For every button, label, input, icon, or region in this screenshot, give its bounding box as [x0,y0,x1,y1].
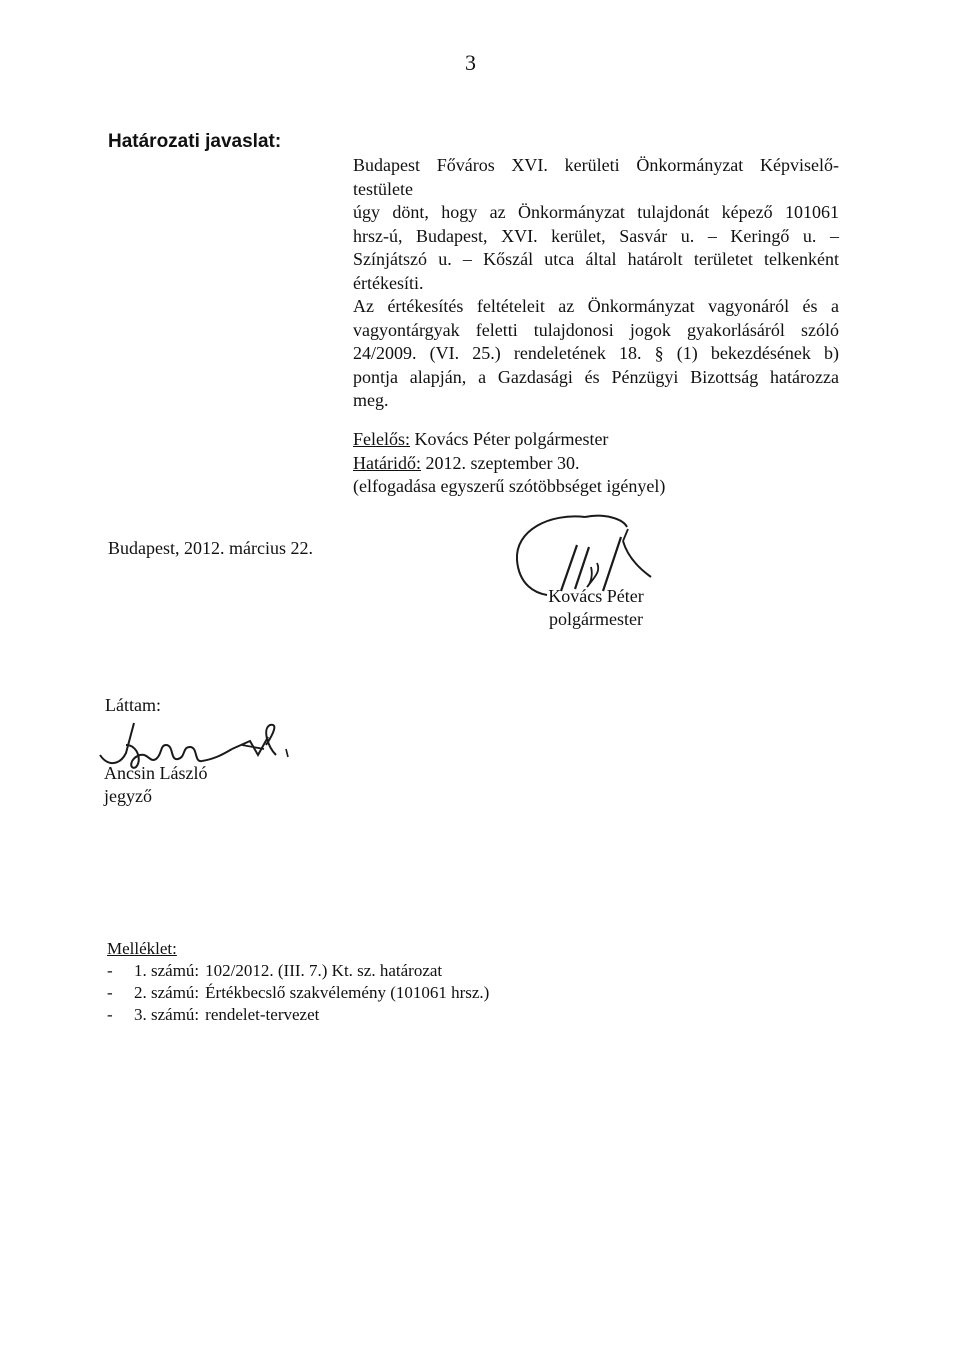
mayor-title: polgármester [549,609,643,629]
mayor-signature-block [543,585,649,631]
deadline-line [353,452,665,476]
annex-item [107,960,489,982]
place-and-date: Budapest, 2012. március 22. [108,538,313,558]
resolution-line: Színjátszó u. – Kőszál utca által határolt területet telkenként [353,249,839,269]
annex-label: Melléklet: [107,939,177,958]
responsible-line [353,428,665,452]
resolution-line: Budapest Főváros XVI. kerületi Önkormányzat Képviselő- [353,155,839,175]
notary-signature-block [104,762,207,808]
deadline-value: 2012. szeptember 30. [425,452,580,473]
resolution-line: Az értékesítés feltételeit az Önkormányzat vagyonáról és a [353,296,839,316]
resolution-line: 24/2009. (VI. 25.) rendeletének 18. § (1) bekezdésének b) [353,343,839,363]
annex-list [107,938,489,1026]
page-number: 3 [465,50,476,75]
resolution-line: testülete [353,178,413,199]
annex-number: 3. számú: [134,1005,200,1024]
annex-text: Értékbecslő szakvélemény (101061 hrsz.) [205,983,490,1002]
annex-text: rendelet-tervezet [205,1005,320,1024]
responsibility-block [353,428,665,499]
proposal-heading: Határozati javaslat: [108,131,282,152]
responsible-value: Kovács Péter polgármester [414,429,609,449]
adoption-note: (elfogadása egyszerű szótöbbséget igényel) [353,476,666,496]
list-dash: - [107,1005,113,1024]
resolution-line: értékesíti. [353,272,424,293]
resolution-line: úgy dönt, hogy az Önkormányzat tulajdonát képező 101061 [353,202,839,222]
annex-number: 1. számú: [134,961,200,980]
annex-item [107,1004,489,1026]
deadline-label: Határidő: [353,452,421,473]
resolution-line: pontja alapján, a Gazdasági és Pénzügyi Bizottság határozza [353,366,839,387]
annex-number: 2. számú: [134,983,200,1002]
resolution-text [353,154,839,413]
resolution-line: vagyontárgyak feletti tulajdonosi jogok gyakorlásáról szóló [353,319,839,340]
list-dash: - [107,961,113,980]
notary-name: Ancsin László [104,763,208,783]
list-dash: - [107,983,113,1002]
responsible-label: Felelős: [353,429,410,449]
resolution-line: hrsz-ú, Budapest, XVI. kerület, Sasvár u. – Keringő u. – [353,225,839,246]
annex-item [107,982,489,1004]
mayor-name: Kovács Péter [548,586,644,606]
resolution-line: meg. [353,390,389,410]
annex-text: 102/2012. (III. 7.) Kt. sz. határozat [205,961,443,980]
seen-label: Láttam: [105,695,161,715]
notary-title: jegyző [104,786,152,806]
